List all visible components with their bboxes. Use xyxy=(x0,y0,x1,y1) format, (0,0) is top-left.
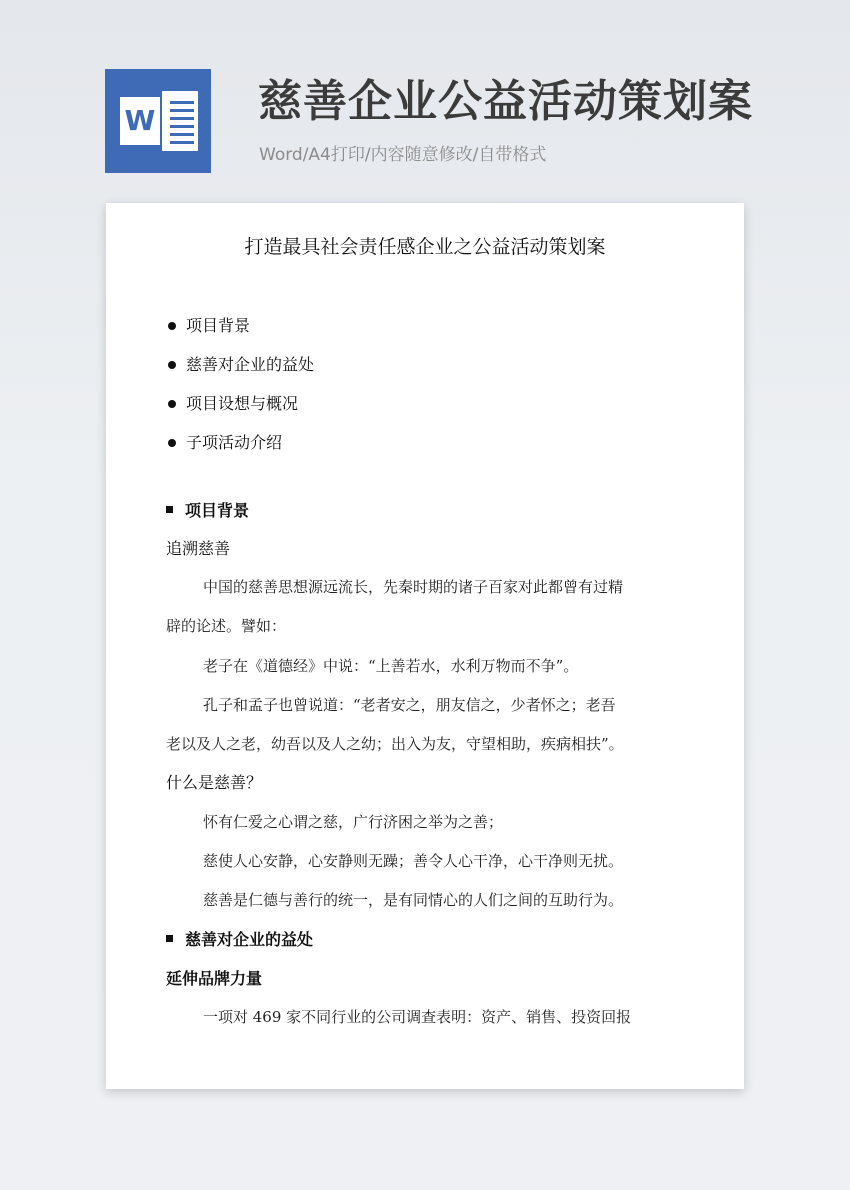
document-page xyxy=(106,203,744,1089)
paragraph-line: 怀有仁爱之心谓之慈，广行济困之举为之善； xyxy=(203,813,504,831)
paragraph-line: 辟的论述。譬如： xyxy=(166,617,287,635)
paragraph-line: 一项对 469 家不同行业的公司调查表明：资产、销售、投资回报 xyxy=(203,1008,632,1026)
subheading-what-is-charity: 什么是慈善？ xyxy=(166,773,263,792)
toc-item: 项目设想与概况 xyxy=(164,389,314,428)
table-of-contents xyxy=(164,311,314,467)
word-logo-icon xyxy=(105,69,211,173)
paragraph-line: 孔子和孟子也曾说道：“老者安之，朋友信之，少者怀之；老吾 xyxy=(203,696,616,714)
paragraph-laozi: 老子在《道德经》中说：“上善若水，水利万物而不争”。 xyxy=(203,657,579,675)
logo-page-shape xyxy=(162,91,198,151)
toc-item: 项目背景 xyxy=(164,311,314,350)
template-title: 慈善企业公益活动策划案 xyxy=(258,76,753,127)
paragraph-line: 慈使人心安静，心安静则无躁；善令人心干净，心干净则无扰。 xyxy=(203,852,624,870)
paragraph-line: 老以及人之老，幼吾以及人之幼；出入为友，守望相助，疾病相扶”。 xyxy=(166,735,624,753)
section-heading-background: 项目背景 xyxy=(166,498,249,524)
logo-letter: W xyxy=(120,97,160,145)
subheading-charity-origin: 追溯慈善 xyxy=(166,539,231,558)
toc-item: 慈善对企业的益处 xyxy=(164,350,314,389)
paragraph-line: 中国的慈善思想源远流长，先秦时期的诸子百家对此都曾有过精 xyxy=(203,578,624,596)
template-subtitle: Word/A4打印/内容随意修改/自带格式 xyxy=(259,145,547,165)
section-heading-benefits: 慈善对企业的益处 xyxy=(166,927,313,953)
paragraph-line: 慈善是仁德与善行的统一，是有同情心的人们之间的互助行为。 xyxy=(203,891,624,909)
toc-item: 子项活动介绍 xyxy=(164,428,314,467)
subheading-brand-power: 延伸品牌力量 xyxy=(166,969,263,988)
document-title: 打造最具社会责任感企业之公益活动策划案 xyxy=(244,236,606,258)
